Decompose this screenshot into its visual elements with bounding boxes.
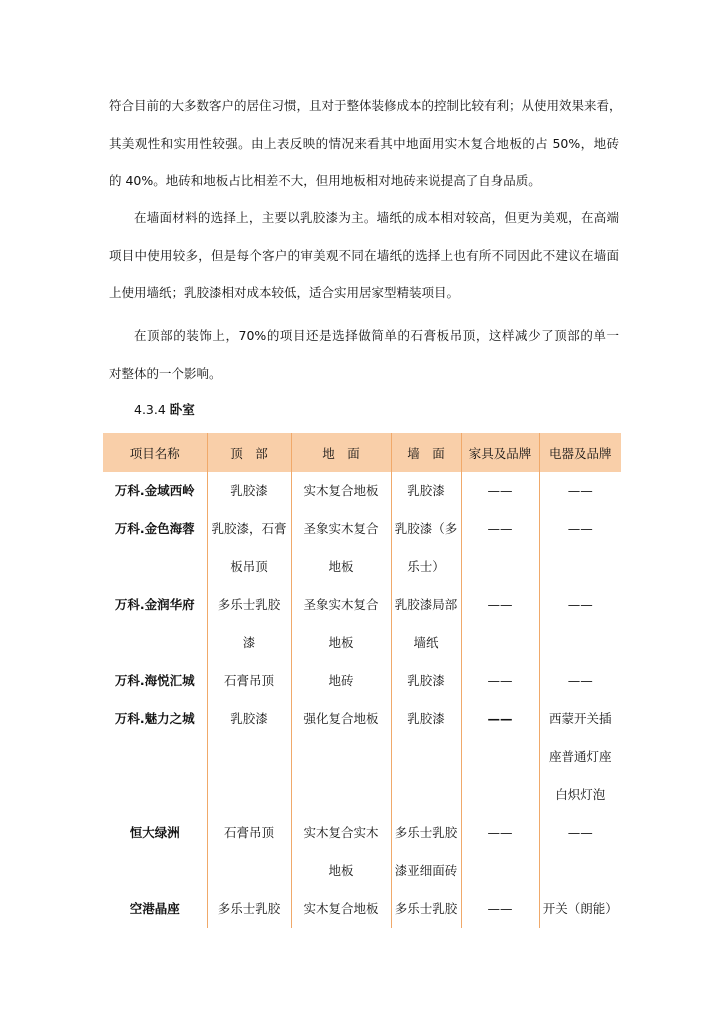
section-number: 4.3.4 — [134, 402, 166, 417]
ceiling-cell — [207, 700, 291, 814]
wall-cell — [391, 472, 461, 510]
appliance-cell — [539, 814, 621, 890]
cell-text: —— — [487, 597, 513, 612]
appliance-cell — [539, 662, 621, 700]
project-name-cell — [103, 662, 207, 700]
cell-text: 万科.金润华府 — [114, 597, 195, 612]
paragraph-wall-materials — [109, 199, 619, 312]
cell-text: 多乐士乳胶 — [394, 901, 458, 916]
floor-cell — [291, 472, 391, 510]
header-wall: 墙 面 — [391, 433, 461, 472]
cell-text: 乳胶漆 — [230, 483, 268, 498]
appliance-cell — [539, 586, 621, 662]
text-line: 在墙面材料的选择上，主要以乳胶漆为主。墙纸的成本相对较高，但更为美观，在高端 — [134, 210, 619, 225]
cell-text: 石膏吊顶 — [223, 673, 274, 688]
cell-text: 板吊顶 — [230, 559, 268, 574]
cell-text: 乐士） — [407, 559, 445, 574]
cell-text: —— — [567, 521, 593, 536]
cell-text: 座普通灯座 — [548, 749, 612, 764]
project-name-cell — [103, 472, 207, 510]
cell-text: 实木复合地板 — [303, 483, 379, 498]
project-name-cell — [103, 586, 207, 662]
furniture-cell — [461, 472, 539, 510]
cell-text: —— — [487, 673, 513, 688]
ceiling-cell — [207, 586, 291, 662]
ceiling-cell — [207, 890, 291, 928]
section-title: 卧室 — [169, 402, 195, 417]
cell-text: 万科.金色海蓉 — [114, 521, 195, 536]
cell-text: 地板 — [328, 863, 354, 878]
cell-text: 多乐士乳胶 — [394, 825, 458, 840]
cell-text: 乳胶漆 — [230, 711, 268, 726]
text-line: 对整体的一个影响。 — [109, 365, 222, 381]
cell-text: 漆 — [242, 635, 256, 650]
cell-text: 万科.金域西岭 — [114, 483, 195, 498]
cell-text: 西蒙开关插 — [548, 711, 612, 726]
cell-text: 圣象实木复合 — [303, 521, 379, 536]
cell-text: 恒大绿洲 — [129, 825, 180, 840]
furniture-cell — [461, 700, 539, 814]
appliance-cell — [539, 472, 621, 510]
cell-text: 乳胶漆（多 — [394, 521, 458, 536]
floor-cell — [291, 890, 391, 928]
table-row — [103, 890, 621, 928]
table-row — [103, 662, 621, 700]
cell-text: 乳胶漆局部 — [394, 597, 458, 612]
cell-text: —— — [567, 483, 593, 498]
project-name-cell — [103, 814, 207, 890]
cell-text: 实木复合实木 — [303, 825, 379, 840]
project-name-cell — [103, 510, 207, 586]
cell-text: 乳胶漆 — [407, 673, 445, 688]
furniture-cell — [461, 890, 539, 928]
cell-text: 地砖 — [328, 673, 354, 688]
cell-text: 乳胶漆，石膏 — [211, 521, 287, 536]
paragraph-ceiling-decoration — [109, 317, 619, 392]
appliance-cell — [539, 890, 621, 928]
cell-text: 圣象实木复合 — [303, 597, 379, 612]
cell-text: —— — [487, 711, 513, 726]
table-row — [103, 510, 621, 586]
ceiling-cell — [207, 472, 291, 510]
cell-text: 墙纸 — [413, 635, 439, 650]
table-row — [103, 586, 621, 662]
text-line: 的 40%。地砖和地板占比相差不大，但用地板相对地砖来说提高了自身品质。 — [109, 173, 541, 188]
paragraph-finish-summary — [109, 87, 622, 200]
floor-cell — [291, 700, 391, 814]
furniture-cell — [461, 662, 539, 700]
wall-cell — [391, 700, 461, 814]
table-row — [103, 814, 621, 890]
cell-text: —— — [567, 673, 593, 688]
floor-cell — [291, 586, 391, 662]
wall-cell — [391, 662, 461, 700]
table-row — [103, 700, 621, 814]
floor-cell — [291, 662, 391, 700]
furniture-cell — [461, 586, 539, 662]
cell-text: —— — [487, 825, 513, 840]
floor-cell — [291, 510, 391, 586]
ceiling-cell — [207, 662, 291, 700]
header-appliance-brand: 电器及品牌 — [539, 433, 621, 472]
table-row — [103, 472, 621, 510]
cell-text: 多乐士乳胶 — [217, 597, 281, 612]
cell-text: 实木复合地板 — [303, 901, 379, 916]
cell-text: 乳胶漆 — [407, 483, 445, 498]
text-line: 符合目前的大多数客户的居住习惯，且对于整体装修成本的控制比较有利；从使用效果来看， — [109, 98, 622, 113]
cell-text: 白炽灯泡 — [555, 787, 606, 802]
cell-text: 漆亚细面砖 — [394, 863, 458, 878]
text-line: 在顶部的装饰上，70%的项目还是选择做简单的石膏板吊顶，这样减少了顶部的单一 — [134, 328, 619, 343]
cell-text: —— — [567, 597, 593, 612]
wall-cell — [391, 814, 461, 890]
wall-cell — [391, 510, 461, 586]
cell-text: 空港晶座 — [129, 901, 180, 916]
section-heading — [134, 398, 195, 422]
cell-text: 强化复合地板 — [303, 711, 379, 726]
cell-text: —— — [567, 825, 593, 840]
ceiling-cell — [207, 814, 291, 890]
header-furniture-brand: 家具及品牌 — [461, 433, 539, 472]
cell-text: 多乐士乳胶 — [217, 901, 281, 916]
cell-text: 乳胶漆 — [407, 711, 445, 726]
header-ceiling: 顶 部 — [207, 433, 291, 472]
cell-text: 石膏吊顶 — [223, 825, 274, 840]
appliance-cell — [539, 700, 621, 814]
furniture-cell — [461, 510, 539, 586]
text-line: 项目中使用较多，但是每个客户的审美观不同在墙纸的选择上也有所不同因此不建议在墙面 — [109, 247, 619, 263]
cell-text: —— — [487, 521, 513, 536]
header-project-name: 项目名称 — [103, 433, 207, 472]
table-header-row — [103, 433, 621, 472]
ceiling-cell — [207, 510, 291, 586]
cell-text: 开关（朗能） — [542, 901, 618, 916]
project-name-cell — [103, 890, 207, 928]
cell-text: —— — [487, 901, 513, 916]
cell-text: 万科.魅力之城 — [114, 711, 195, 726]
project-name-cell — [103, 700, 207, 814]
text-line: 上使用墙纸；乳胶漆相对成本较低，适合实用居家型精装项目。 — [109, 285, 460, 300]
wall-cell — [391, 586, 461, 662]
text-line: 其美观性和实用性较强。由上表反映的情况来看其中地面用实木复合地板的占 50%，地砖 — [109, 135, 619, 151]
furniture-cell — [461, 814, 539, 890]
appliance-cell — [539, 510, 621, 586]
cell-text: 地板 — [328, 559, 354, 574]
floor-cell — [291, 814, 391, 890]
cell-text: —— — [487, 483, 513, 498]
cell-text: 地板 — [328, 635, 354, 650]
cell-text: 万科.海悦汇城 — [114, 673, 195, 688]
bedroom-finish-table — [103, 433, 621, 928]
wall-cell — [391, 890, 461, 928]
header-floor: 地 面 — [291, 433, 391, 472]
